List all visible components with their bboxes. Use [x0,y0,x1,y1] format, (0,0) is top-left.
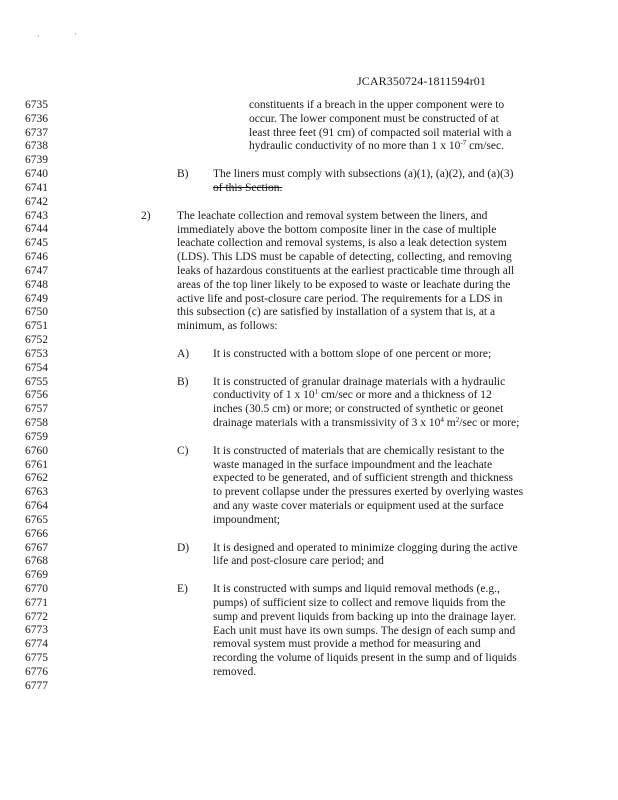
line-number: 6738 [25,140,48,153]
text-run: hydraulic conductivity of no more than 1 x 10 [249,140,461,153]
line-number: 6751 [25,320,48,333]
line-number: 6759 [25,430,48,443]
text-line: immediately above the bottom composite liner in the case of multiple [177,223,497,236]
line-number: 6775 [25,652,48,665]
exponent: 1 [314,388,319,397]
text-line: expected to be generated, and of sufficient strength and thickness [213,472,513,485]
text-line: sump and prevent liquids from backing up into the drainage layer. [213,610,517,623]
line-number: 6762 [25,472,48,485]
text-line: The liners must comply with subsections (a)(1), (a)(2), and (a)(3) [213,168,514,181]
subitem-a-paragraph [213,348,491,362]
line-number: 6770 [25,582,48,595]
text-run: cm/sec. [466,140,504,153]
subitem-d-label: D) [177,541,190,554]
subitem-d-paragraph [213,542,518,570]
line-number: 6743 [25,209,48,222]
text-line [213,417,519,431]
text-line: active life and post-closure care period. The requirements for a LDS in [177,292,503,305]
text-line: It is designed and operated to minimize clogging during the active [213,541,518,554]
line-number: 6740 [25,168,48,181]
text-run: /sec or more; [459,417,520,430]
subitem-c-paragraph [213,445,523,528]
item-2-label: 2) [141,209,151,222]
line-number: 6776 [25,665,48,678]
line-numbers [25,99,48,694]
item-2-paragraph [177,210,514,334]
text-line: The leachate collection and removal system between the liners, and [177,209,488,222]
text-line: Each unit must have its own sumps. The design of each sump and [213,624,516,637]
text-line: It is constructed of granular drainage materials with a hydraulic [213,375,506,388]
subitem-b-label: B) [177,375,189,388]
text-line: leachate collection and removal systems, is also a leak detection system [177,237,507,250]
line-number: 6752 [25,334,48,347]
line-number: 6739 [25,154,48,167]
text-line: leaks of hazardous constituents at the earliest practicable time through all [177,265,515,277]
line-number: 6769 [25,569,48,582]
item-b-label: B) [177,168,189,181]
line-number: 6766 [25,527,48,540]
text-line: areas of the top liner likely to be exposed to waste or leachate during the [177,278,511,291]
subitem-e-paragraph [213,583,517,680]
line-number: 6748 [25,278,48,291]
line-number: 6741 [25,181,48,194]
text-line: minimum, as follows: [177,320,278,333]
line-number: 6761 [25,458,48,471]
line-number: 6765 [25,513,48,526]
line-number: 6750 [25,306,48,319]
line-number: 6768 [25,555,48,568]
text-run: cm/sec or more and a thickness of 12 [318,389,492,402]
item-b-paragraph [213,168,514,196]
line-number: 6771 [25,596,48,609]
text-line: and any waste cover materials or equipment used at the surface [213,500,504,513]
exponent: -7 [460,139,467,148]
line-number: 6774 [25,638,48,651]
text-line: constituents if a breach in the upper component were to [249,99,505,111]
text-line: pumps) of sufficient size to collect and remove liquids from the [213,596,506,609]
line-number: 6736 [25,112,48,125]
line-number: 6744 [25,223,48,236]
line-number: 6773 [25,624,48,637]
text-line: inches (30.5 cm) or more; or constructed of synthetic or geonet [213,403,504,416]
subitem-c-label: C) [177,444,189,457]
line-number: 6745 [25,237,48,250]
text-run: conductivity of 1 x 10 [213,389,315,402]
subitem-e-label: E) [177,583,188,596]
text-line: least three feet (91 cm) of compacted soil material with a [249,126,512,139]
text-line: It is constructed of materials that are chemically resistant to the [213,444,505,457]
text-line: It is constructed with sumps and liquid removal methods (e.g., [213,583,500,596]
text-run: drainage materials with a transmissivity of 3 x 10 [213,417,441,430]
line-number: 6777 [25,679,48,692]
subitem-b-paragraph [213,376,519,431]
text-line: life and post-closure care period; and [213,555,384,568]
text-line: waste managed in the surface impoundment and the leachate [213,458,493,471]
line-number: 6737 [25,126,48,139]
line-number: 6763 [25,486,48,499]
line-number: 6747 [25,264,48,277]
line-number: 6746 [25,251,48,264]
line-number: 6757 [25,403,48,416]
document-id: JCAR350724-1811594r01 [357,74,486,88]
text-line: removal system must provide a method for measuring and [213,638,481,651]
line-number: 6735 [25,99,48,111]
line-number: 6772 [25,610,48,623]
continuation-paragraph [249,99,511,154]
struck-text-line: of this Section. [213,182,283,195]
text-line: occur. The lower component must be constructed of at [249,112,499,125]
subitem-a-label: A) [177,348,190,360]
line-number: 6760 [25,444,48,457]
line-number: 6753 [25,347,48,360]
text-line: (LDS). This LDS must be capable of detecting, collecting, and removing [177,251,512,264]
exponent: 2 [455,416,460,425]
line-number: 6756 [25,389,48,402]
line-number: 6767 [25,541,48,554]
text-line [213,389,519,403]
line-number: 6758 [25,417,48,430]
scan-mark: ' [38,34,40,42]
line-number: 6749 [25,292,48,305]
line-number: 6742 [25,195,48,208]
exponent: 4 [440,416,444,425]
text-line: this subsection (c) are satisfied by installation of a system that is, at a [177,306,496,319]
text-line: removed. [213,666,257,679]
text-line: impoundment; [213,513,281,526]
text-run: m [443,417,456,430]
line-number: 6764 [25,500,48,513]
scan-mark: ’ [74,32,77,40]
text-line: recording the volume of liquids present in the sump and of liquids [213,652,517,665]
text-line: It is constructed with a bottom slope of one percent or more; [213,348,492,360]
text-line [249,140,511,154]
line-number: 6754 [25,361,48,374]
text-line: to prevent collapse under the pressures exerted by overlying wastes [213,486,524,499]
line-number: 6755 [25,375,48,388]
